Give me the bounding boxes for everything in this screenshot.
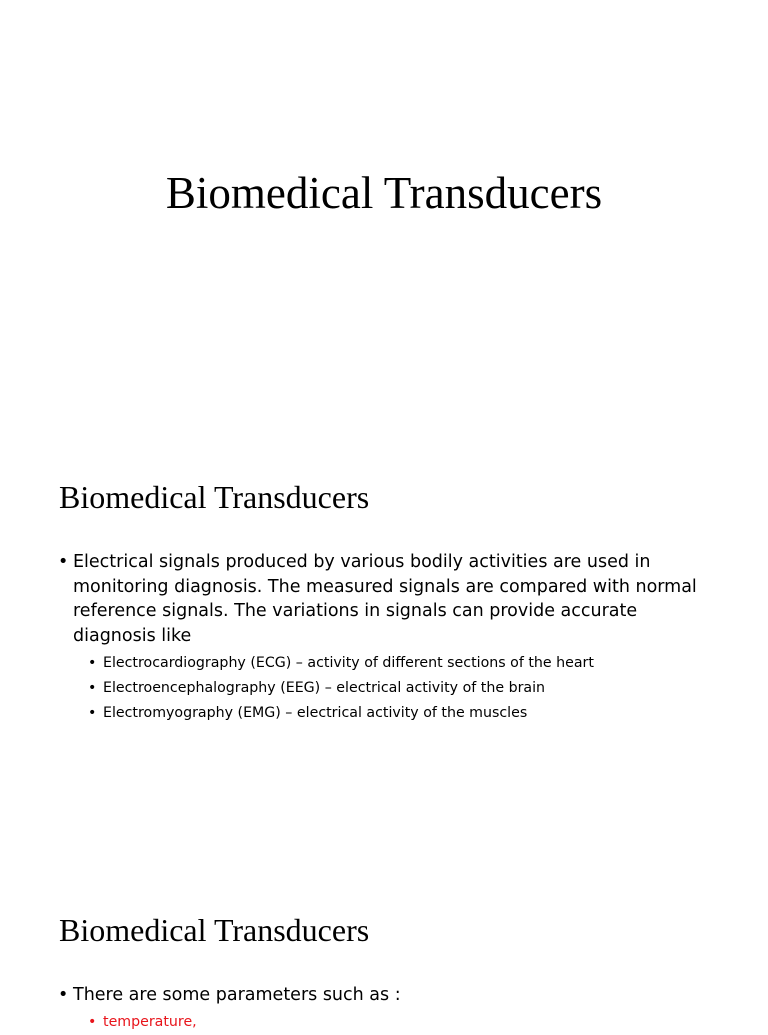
bullet-item: • Electrical signals produced by various bodily activities are used in monitoring diagnosis. The measured signals are compared with normal reference signals. The variations in signals can provide accurate diagnosis like: [73, 550, 713, 649]
sub-bullet-emg: • Electromyography (EMG) – electrical activity of the muscles: [103, 701, 743, 726]
sub-bullet-temperature: • temperature,: [103, 1010, 743, 1035]
sub-bullet-list: [0, 651, 768, 726]
sub-bullet-eeg: • Electroencephalography (EEG) – electrical activity of the brain: [103, 676, 743, 701]
slide-signals: [0, 432, 768, 864]
bullet-item: • There are some parameters such as :: [73, 983, 713, 1008]
slide-body: [0, 983, 768, 1035]
slide-parameters: [0, 864, 768, 1030]
sub-bullet-ecg: • Electrocardiography (ECG) – activity of different sections of the heart: [103, 651, 743, 676]
sub-bullet-list: [0, 1010, 768, 1035]
slide-title-text: Biomedical Transducers: [165, 168, 603, 218]
slide-heading: Biomedical Transducers: [59, 479, 370, 515]
slide-heading: Biomedical Transducers: [59, 912, 370, 948]
slide-body: [0, 550, 768, 726]
slide-title: [0, 0, 768, 432]
